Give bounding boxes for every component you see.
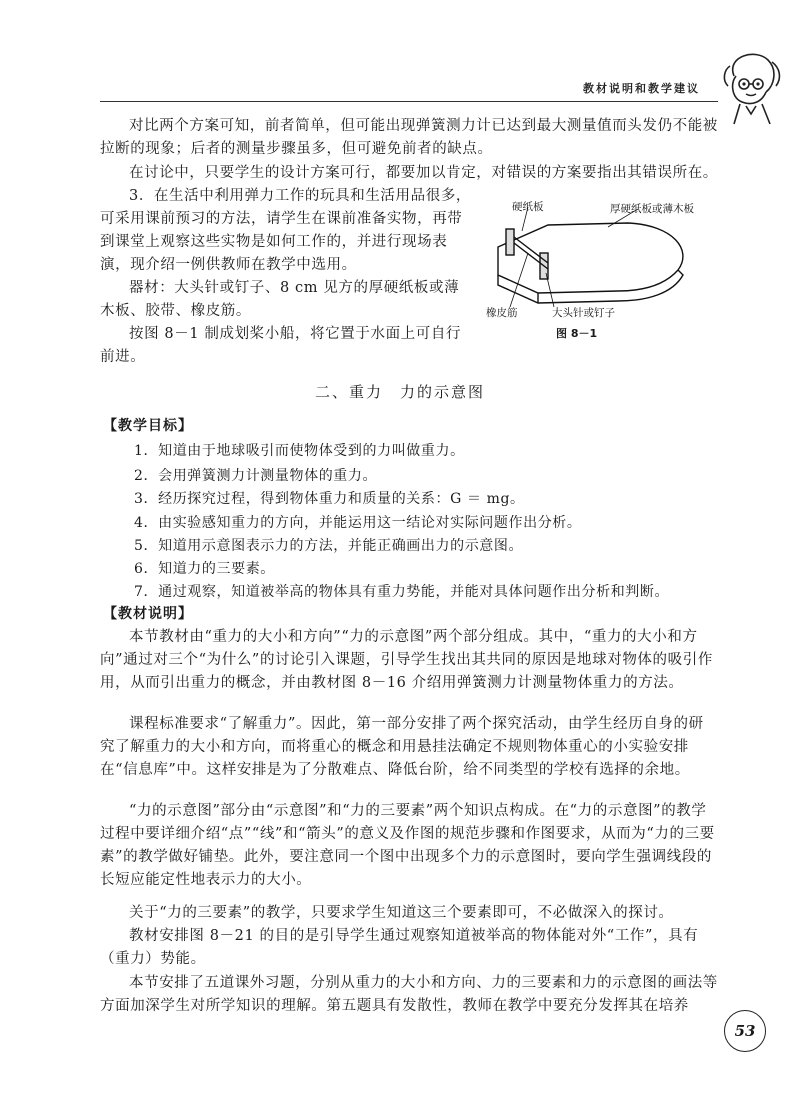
figure-label-rubber-band: 橡皮筋 [486, 307, 518, 319]
paragraph-elastic-toys: 3．在生活中利用弹力工作的玩具和生活用品很多，可采用课前预习的方法，请学生在课前准备实物，再带到课堂上观察这些实物是如何工作的，并进行现场表演，现介绍一例供教师在教学中选用。 [100, 188, 472, 273]
paragraph-compare-plans: 对比两个方案可知，前者简单，但可能出现弹簧测力计已达到最大测量值而头发仍不能被拉断的现象；后者的测量步骤虽多，但可避免前者的缺点。 [100, 118, 718, 157]
objective-item: 7．通过观察，知道被举高的物体具有重力势能，并能对具体问题作出分析和判断。 [134, 584, 670, 600]
figure-label-pin: 大头针或钉子 [552, 307, 615, 319]
objectives-heading: 【教学目标】 [103, 418, 193, 434]
running-header: 教材说明和教学建议 [583, 82, 700, 95]
objective-item: 4．由实验感知重力的方向，并能运用这一结论对实际问题作出分析。 [134, 515, 582, 531]
paragraph-explanation-3: “力的示意图”部分由“示意图”和“力的三要素”两个知识点构成。在“力的示意图”的教学过程中要详细介绍“点”“线”和“箭头”的意义及作图的规范步骤和作图要求，从而为“力的三要素”的教学做好铺垫。此外，要注意同一个图中出现多个力的示意图时，要向学生强调线段的长短应能定性地表示力的大小。 [100, 803, 715, 888]
figure-label-cardboard: 硬纸板 [512, 201, 544, 213]
page-number: 53 [724, 1010, 766, 1052]
objective-item: 1．知道由于地球吸引而使物体受到的力叫做重力。 [134, 443, 465, 459]
paragraph-explanation-4: 关于“力的三要素”的教学，只要求学生知道这三个要素即可，不必做深入的探讨。 [129, 905, 674, 921]
paragraph-make-boat: 按图 8－1 制成划桨小船，将它置于水面上可自行前进。 [100, 326, 462, 365]
paragraph-explanation-2: 课程标准要求“了解重力”。因此，第一部分安排了两个探究活动，由学生经历自身的研究了解重力的大小和方向，而将重心的概念和用悬挂法确定不规则物体重心的小实验安排在“信息库”中。这样安排是为了分散难点、降低台阶，给不同类型的学校有选择的余地。 [100, 716, 704, 778]
objective-item: 3．经历探究过程，得到物体重力和质量的关系：G ＝ mg。 [134, 491, 525, 507]
header-rule [100, 101, 718, 102]
figure-caption: 图 8－1 [556, 327, 598, 340]
objective-item: 2．会用弹簧测力计测量物体的重力。 [134, 468, 378, 484]
paragraph-discussion: 在讨论中，只要学生的设计方案可行，都要加以肯定，对错误的方案要指出其错误所在。 [129, 165, 718, 181]
objective-item: 6．知道力的三要素。 [134, 561, 275, 577]
objective-item: 5．知道用示意图表示力的方法，并能正确画出力的示意图。 [134, 538, 524, 554]
paragraph-explanation-1: 本节教材由“重力的大小和方向”“力的示意图”两个部分组成。其中，“重力的大小和方向”通过对三个“为什么”的讨论引入课题，引导学生找出其共同的原因是地球对物体的吸引作用，从而引出重力的概念，并由教材图 8－16 介绍用弹簧测力计测量物体重力的方法。 [100, 629, 713, 691]
section-heading: 二、重力 力的示意图 [314, 383, 485, 401]
paragraph-materials: 器材：大头针或钉子、8 cm 见方的厚硬纸板或薄木板、胶带、橡皮筋。 [100, 280, 460, 319]
figure-label-board: 厚硬纸板或薄木板 [610, 203, 694, 215]
explanation-heading: 【教材说明】 [103, 606, 193, 622]
paragraph-explanation-5: 教材安排图 8－21 的目的是引导学生通过观察知道被举高的物体能对外“工作”，具有（重力）势能。 [100, 928, 699, 967]
mascot-illustration [716, 46, 786, 126]
paragraph-explanation-6: 本节安排了五道课外习题，分别从重力的大小和方向、力的三要素和力的示意图的画法等方面加深学生对所学知识的理解。第五题具有发散性，教师在教学中要充分发挥其在培养 [100, 975, 718, 1014]
